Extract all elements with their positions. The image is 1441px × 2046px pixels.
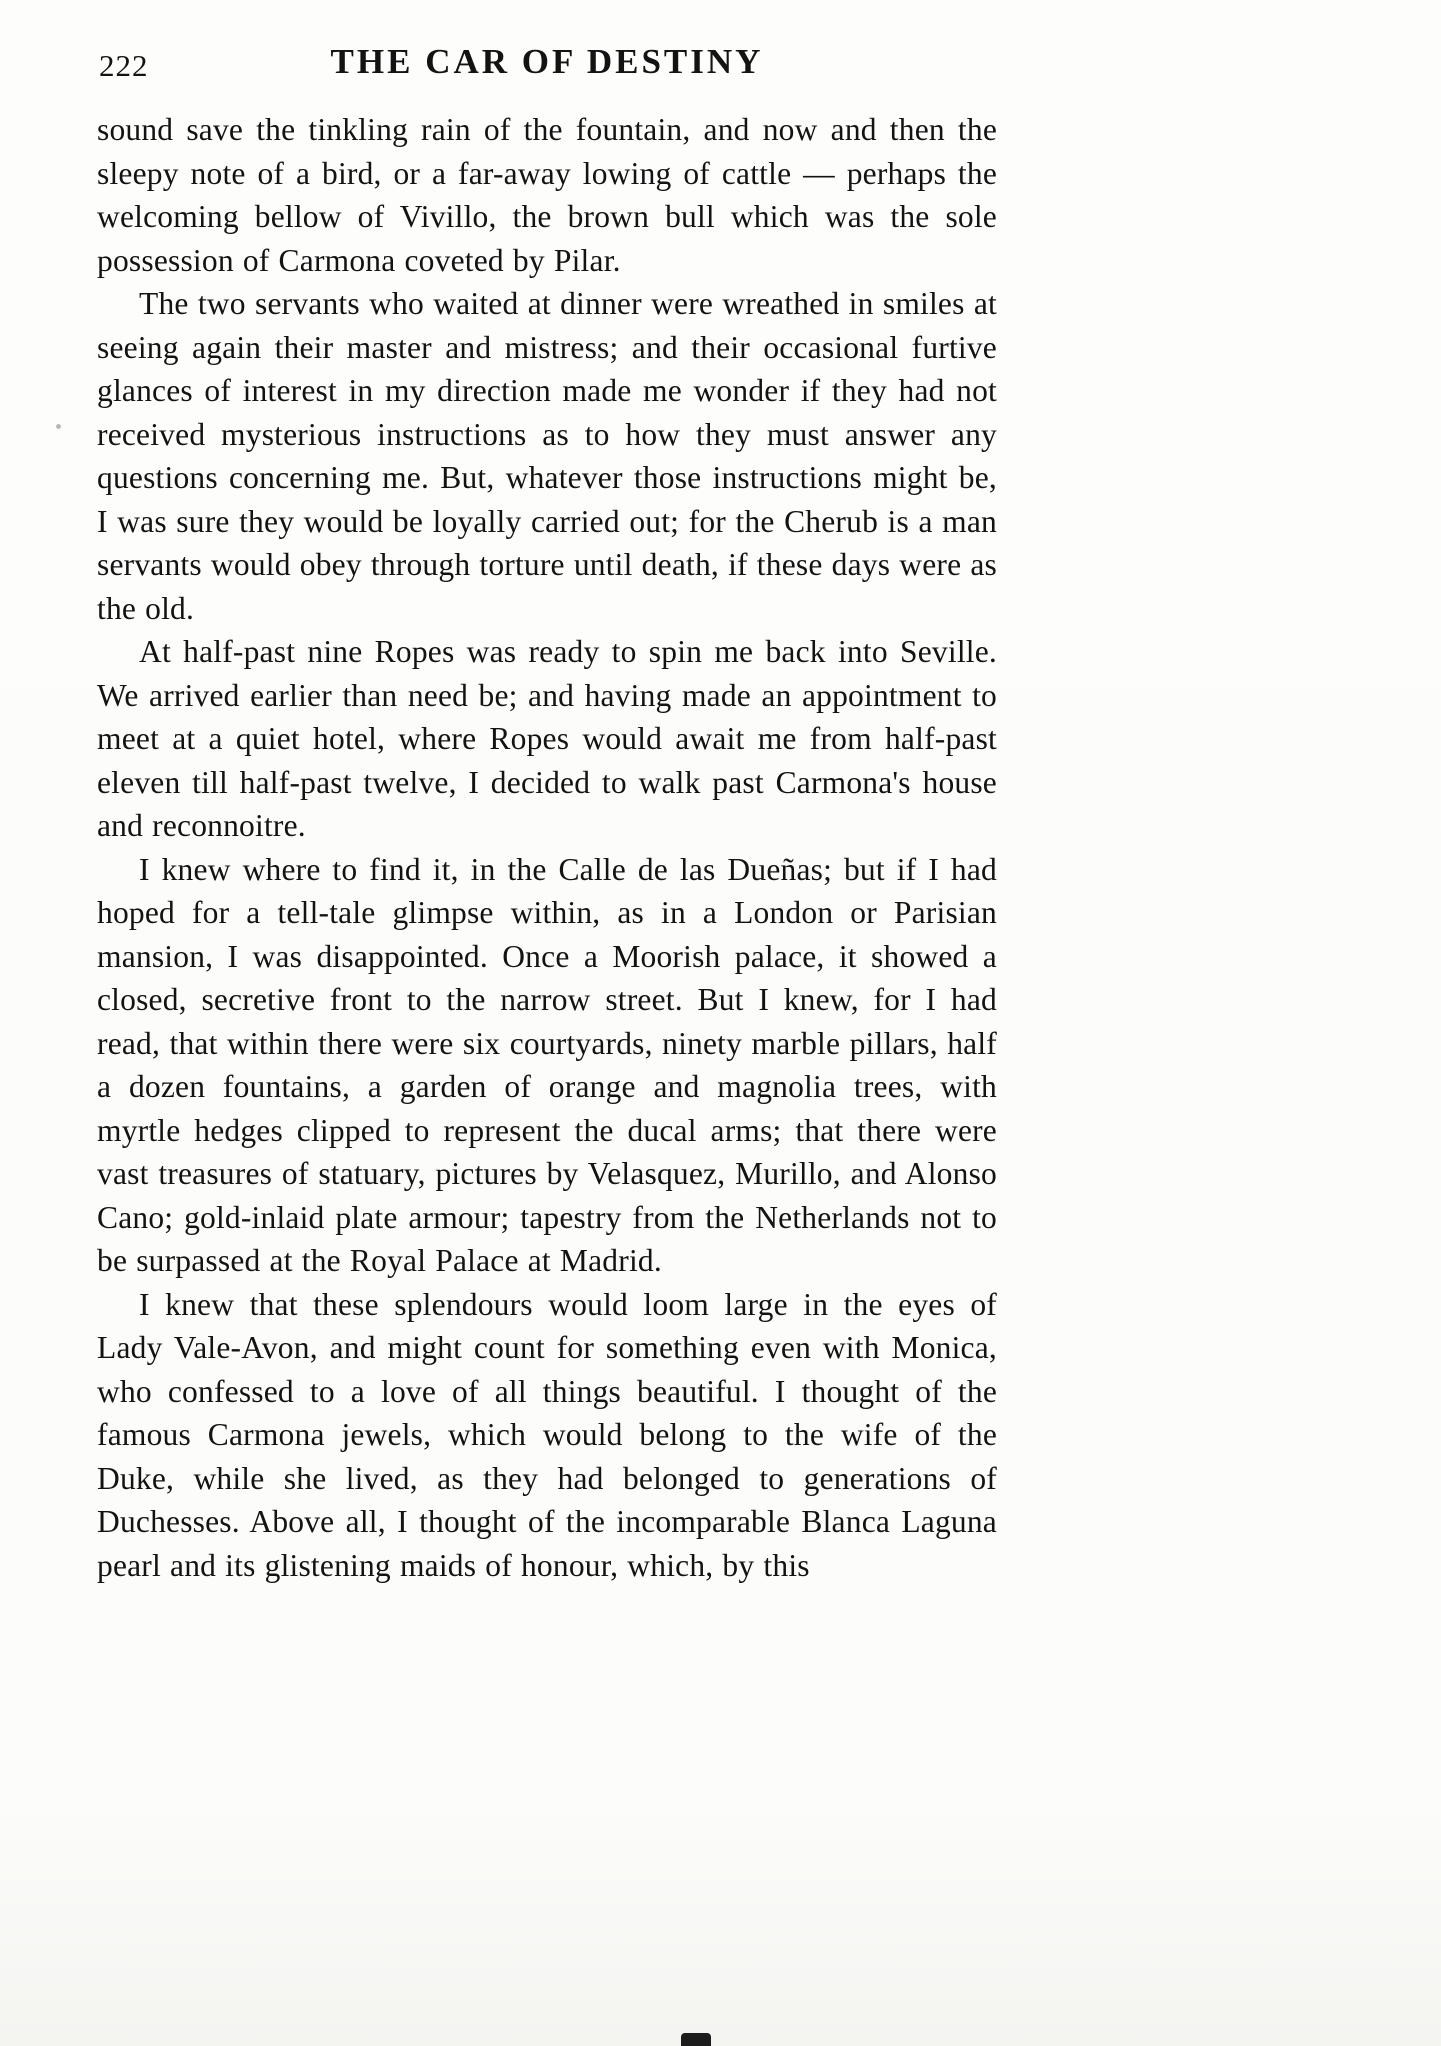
page-number: 222 (99, 48, 149, 83)
page-header (97, 40, 997, 98)
paragraph: At half-past nine Ropes was ready to spin me back into Seville. We arrived earlier than need be; and having made an appointment to meet at a quiet hotel, where Ropes would await me from half-past eleven till half-past twelve, I decided to walk past Carmona's house and reconnoitre. (97, 634, 997, 843)
scan-artifact (681, 2033, 711, 2046)
body-text (97, 108, 997, 1587)
paragraph: I knew that these splendours would loom large in the eyes of Lady Vale-Avon, and might count for something even with Monica, who confessed to a love of all things beautiful. I thought of the famous Carmona jewels, which would belong to the wife of the Duke, while she lived, as they had belonged to generations of Duchesses. Above all, I thought of the incomparable Blanca Laguna pearl and its glistening maids of honour, which, by this (97, 1286, 997, 1583)
paragraph: I knew where to find it, in the Calle de las Dueñas; but if I had hoped for a tell-tale glimpse within, as in a London or Parisian mansion, I was disappointed. Once a Moorish palace, it showed a closed, secretive front to the narrow street. But I knew, for I had read, that within there were six courtyards, ninety marble pillars, half a dozen fountains, a garden of orange and magnolia trees, with myrtle hedges clipped to represent the ducal arms; that there were vast treasures of statuary, pictures by Velasquez, Murillo, and Alonso Cano; gold-inlaid plate armour; tapestry from the Netherlands not to be surpassed at the Royal Palace at Madrid. (97, 851, 997, 1278)
paragraph: sound save the tinkling rain of the fountain, and now and then the sleepy note of a bird, or a far-away lowing of cattle — perhaps the welcoming bellow of Vivillo, the brown bull which was the sole possession of Carmona coveted by Pilar. (97, 112, 997, 278)
page-title: THE CAR OF DESTINY (330, 42, 764, 81)
page-content (97, 40, 997, 1587)
scan-speck (56, 424, 61, 429)
paragraph: The two servants who waited at dinner were wreathed in smiles at seeing again their master and mistress; and their occasional furtive glances of interest in my direction made me wonder if they had not received mysterious instructions as to how they must answer any questions concerning me. But, whatever those instructions might be, I was sure they would be loyally carried out; for the Cherub is a man servants would obey through torture until death, if these days were as the old. (97, 286, 997, 626)
